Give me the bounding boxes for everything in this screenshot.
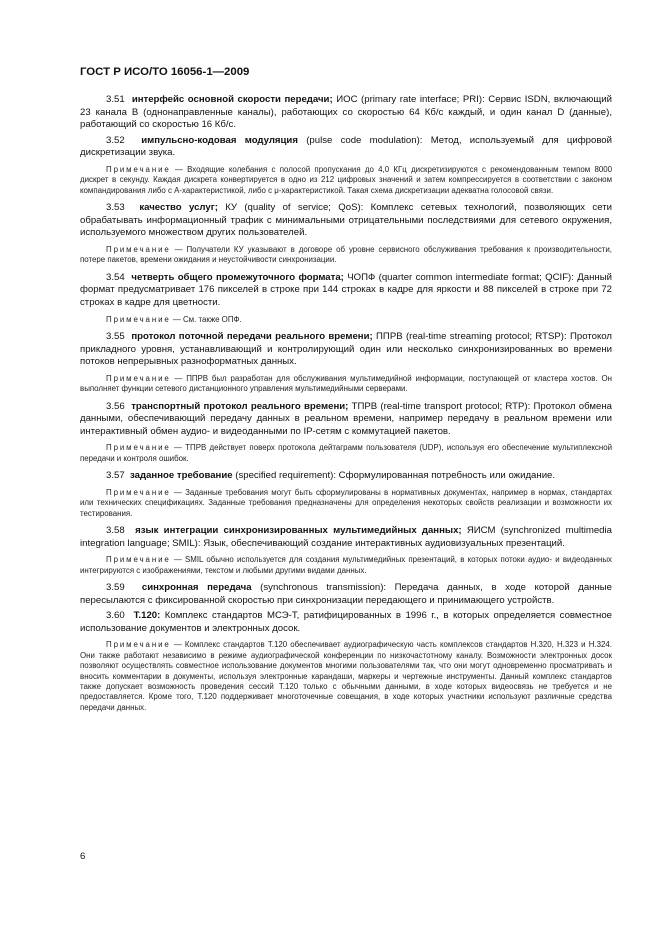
entry-note: Примечание — Заданные требования могут быть сформулированы в нормативных документах, например в нормах, стандартах или технических спецификациях. Заданные требования предназначены для определения некоторых свойств реализации и возможности их тестирования. — [80, 487, 612, 518]
page-number: 6 — [80, 851, 86, 862]
entry-number: 3.54 — [106, 271, 125, 283]
entry-3-57 — [80, 470, 612, 519]
entry-term: четверть общего промежуточного формата; — [131, 271, 344, 283]
entry-term: импульсно-кодовая модуляция — [141, 134, 298, 146]
entry-definition: (synchronous transmission): Передача данных, в ходе которой данные пересылаются с фиксированной скоростью при синхронизации передающего и принимающего устройств. — [80, 581, 612, 606]
entry-number: 3.60 — [106, 610, 125, 622]
entry-note: Примечание — См. также ОПФ. — [106, 314, 242, 324]
entry-3-51 — [80, 94, 612, 132]
entry-number: 3.51 — [106, 94, 125, 105]
entry-3-54 — [80, 272, 612, 325]
entry-definition: ЧОПФ (quarter common intermediate format; QCIF): Данный формат предусматривает 176 пикселей в строке при 144 строках в кадре для яркости и 88 пикселей в строке при 72 строках в кадре для цветности. — [80, 271, 612, 308]
note-label: Примечание — [106, 555, 171, 565]
entry-3-52 — [80, 135, 612, 196]
note-text: См. также ОПФ. — [182, 314, 242, 324]
entry-definition: ЯИСМ (synchronized multimedia integration language; SMIL): Язык, обеспечивающий создание интерактивных аудиовизуальных презентаций. — [80, 524, 612, 549]
entry-number: 3.55 — [106, 330, 125, 342]
entry-number: 3.56 — [106, 400, 125, 412]
entry-term: язык интеграции синхронизированных мультимедийных данных; — [135, 524, 462, 536]
note-text: Заданные требования могут быть сформулированы в нормативных документах, например в нормах, стандартах или технических спецификациях. Заданные требования предназначены для определения некоторых свойств реализации и возможности их тестирования. — [80, 487, 612, 518]
entry-note: Примечание — Комплекс стандартов T.120 обеспечивает аудиографическую часть комплексов стандартов H.320, H.323 и H.324. Они также работают независимо в режиме аудиографической конференции по низкочастотному каналу. Возможности электронных досок позволяют осуществлять совместное использование документов многими пользователями так, что они могут одновременно просматривать и вносить комментарии в документы, используя электронные карандаши, маркеры и чертежные инструменты. Данный комплекс стандартов также допускает возможность проведения сессий T.120 только с обычными данными, в ходе которых видеосвязь не требуется и не предоставляется. Кроме того, T.120 поддерживает многоточечные совещания, в ходе которых участники используют различные средства передачи данных. — [80, 640, 612, 712]
note-label: Примечание — [106, 487, 171, 497]
entry-term: синхронная передача — [141, 581, 252, 593]
entry-number: 3.58 — [106, 524, 125, 536]
entry-3-60 — [80, 610, 612, 713]
entry-number: 3.57 — [106, 470, 125, 482]
entry-number: 3.52 — [106, 134, 125, 146]
entry-definition: (specified requirement): Сформулированная потребность или ожидание. — [232, 470, 556, 482]
note-text: Получатели КУ указывают в договоре об уровне сервисного обслуживания требования к производительности, потере пакетов, времени ожидания и неустойчивости синхронизации. — [80, 244, 612, 265]
entry-3-53 — [80, 202, 612, 266]
entry-term: транспортный протокол реального времени; — [131, 400, 349, 412]
entry-note: Примечание — Входящие колебания с полосой пропускания до 4,0 КГц дискретизируются с рекомендованным темпом 8000 дискрет в секунду. Каждая дискрета конвертируется в одно из 212 цифровых значений и затем компрессируется в соответствии с законом компандирования либо с A-характеристикой, либо с μ-характеристикой. Такая схема дискретизации адекватна голосовой связи. — [80, 164, 612, 195]
note-text: ТПРВ действует поверх протокола дейтаграмм пользователя (UDP), используя его обеспечение мультиплексной передачи и контроля ошибок. — [80, 443, 612, 463]
entry-term: качество услуг; — [139, 202, 218, 214]
note-text: ППРВ был разработан для обслуживания мультимедийной информации, поступающей от кластера хостов. Он выполняет функции сетевого дистанционного управления мультимедийными серверами. — [80, 373, 612, 394]
entry-definition: ППРВ (real-time streaming protocol; RTSP): Протокол прикладного уровня, устанавливающий и контролирующий один или несколько синхронизированных во времени потоков непрерывных разноформатных данных. — [80, 330, 612, 368]
entry-definition: (pulse code modulation): Метод, используемый для цифровой дискретизации звука. — [80, 134, 612, 159]
note-label: Примечание — [106, 443, 171, 453]
entry-note: Примечание — ТПРВ действует поверх протокола дейтаграмм пользователя (UDP), используя его обеспечение мультиплексной передачи и контроля ошибок. — [80, 443, 612, 463]
note-text: Входящие колебания с полосой пропускания до 4,0 КГц дискретизируются с рекомендованным темпом 8000 дискрет в секунду. Каждая дискрета конвертируется в одно из 212 цифровых значений и затем компрессируется в соответствии с законом компандирования либо с A-характеристикой, либо с μ-характеристикой. Такая схема дискретизации адекватна голосовой связи. — [80, 164, 612, 195]
entry-3-56 — [80, 401, 612, 465]
entry-3-59 — [80, 582, 612, 607]
note-label: Примечание — [106, 373, 171, 383]
note-text: Комплекс стандартов T.120 обеспечивает аудиографическую часть комплексов стандартов H.320, H.323 и H.324. Они также работают независимо в режиме аудиографической конференции по низкочастотному каналу. Возможности электронных досок позволяют осуществлять совместное использование документов многими пользователями так, что они могут одновременно просматривать и вносить комментарии в документы, используя электронные карандаши, маркеры и чертежные инструменты. Данный комплекс стандартов также допускает возможность проведения сессий T.120 только с обычными данными, в ходе которых видеосвязь не требуется и не предоставляется. Кроме того, T.120 поддерживает многоточечные совещания, в ходе которых участники используют различные средства передачи данных. — [80, 640, 612, 712]
entry-note: Примечание — SMIL обычно используется для создания мультимедийных презентаций, в которых потоки аудио- и видеоданных интегрируются с изображениями, текстом и любыми другими видами данных. — [80, 555, 612, 575]
note-label: Примечание — [106, 314, 171, 324]
note-label: Примечание — [106, 244, 171, 254]
note-label: Примечание — [106, 640, 171, 650]
entry-definition: ТПРВ (real-time transport protocol; RTP): Протокол обмена данными, обеспечивающий передачу данных в реальном времени, например передачу в реальном времени или интерактивный обмен аудио- и видеоданными по IP-сетям с коммутацией пакетов. — [80, 400, 612, 437]
entry-definition: ИОС (primary rate interface; PRI): Сервис ISDN, включающий 23 канала B (однонаправленные каналы), работающих со скоростью 64 Кб/с каждый, и один канал D (данные), работающий со скоростью 16 Кб/с. — [80, 94, 612, 131]
entry-term: интерфейс основной скорости передачи; — [131, 94, 333, 105]
entry-term: T.120: — [133, 610, 161, 622]
note-text: SMIL обычно используется для создания мультимедийных презентаций, в которых потоки аудио- и видеоданных интегрируются с изображениями, текстом и любыми другими видами данных. — [80, 555, 612, 575]
entry-note: Примечание — ППРВ был разработан для обслуживания мультимедийной информации, поступающей от кластера хостов. Он выполняет функции сетевого дистанционного управления мультимедийными серверами. — [80, 373, 612, 394]
document-header: ГОСТ Р ИСО/ТО 16056-1—2009 — [80, 66, 250, 78]
entry-definition: КУ (quality of service; QoS): Комплекс сетевых технологий, позволяющих сети обрабатывать информационный трафик с минимальными отрицательными последствиями для сетевого окружения, используемого множеством других пользователей. — [80, 202, 612, 239]
entry-term: заданное требование — [130, 470, 233, 482]
entry-term: протокол поточной передачи реального времени; — [131, 330, 373, 342]
entry-3-58 — [80, 525, 612, 576]
entry-number: 3.59 — [106, 581, 125, 593]
entry-note: Примечание — Получатели КУ указывают в договоре об уровне сервисного обслуживания требования к производительности, потере пакетов, времени ожидания и неустойчивости синхронизации. — [80, 244, 612, 265]
entry-definition: Комплекс стандартов МСЭ-Т, ратифицированных в 1996 г., в которых определяется совместное использование документов и электронных досок. — [80, 610, 612, 634]
entry-number: 3.53 — [106, 202, 125, 214]
definitions-list — [80, 94, 612, 719]
entry-3-55 — [80, 331, 612, 395]
note-label: Примечание — [106, 164, 171, 174]
